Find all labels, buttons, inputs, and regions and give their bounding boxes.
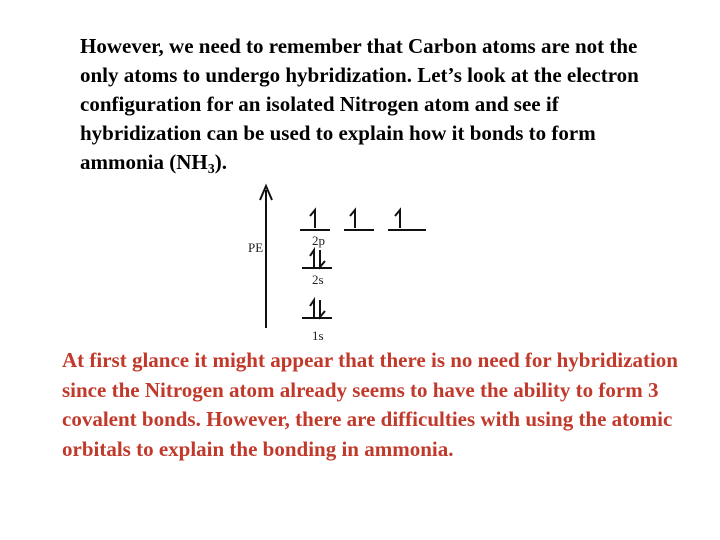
orbital-label-2s: 2s — [312, 272, 324, 287]
electron-down-arrow — [320, 300, 325, 317]
orbital-2s — [302, 250, 332, 287]
electron-up-arrow — [310, 300, 314, 317]
electron-up-arrow — [350, 210, 355, 228]
electron-down-arrow — [320, 250, 325, 267]
orbital-2p — [300, 210, 426, 248]
orbital-label-2p: 2p — [312, 233, 325, 248]
conclusion-paragraph: At first glance it might appear that there is no need for hybridization since the Nitrogen atom already seems to have the ability to form 3 covalent bonds. However, there are difficulties with using the atomic orbitals to explain the bonding in ammonia. — [62, 348, 678, 461]
orbital-label-1s: 1s — [312, 328, 324, 343]
intro-text-end: ). — [214, 150, 227, 174]
electron-up-arrow — [310, 210, 315, 228]
axis-label: PE — [248, 240, 264, 255]
electron-up-arrow — [310, 250, 314, 267]
intro-text: However, we need to remember that Carbon atoms are not the only atoms to undergo hybridization. Let’s look at the electron configuration for an isolated Nitrogen atom and see if hybridization can be used to explain how it bonds to form ammonia (NH — [80, 34, 639, 174]
orbital-1s — [302, 300, 332, 343]
electron-configuration-diagram — [240, 180, 450, 345]
intro-subscript: 3 — [207, 162, 215, 177]
electron-up-arrow — [395, 210, 400, 228]
intro-paragraph — [80, 32, 680, 177]
